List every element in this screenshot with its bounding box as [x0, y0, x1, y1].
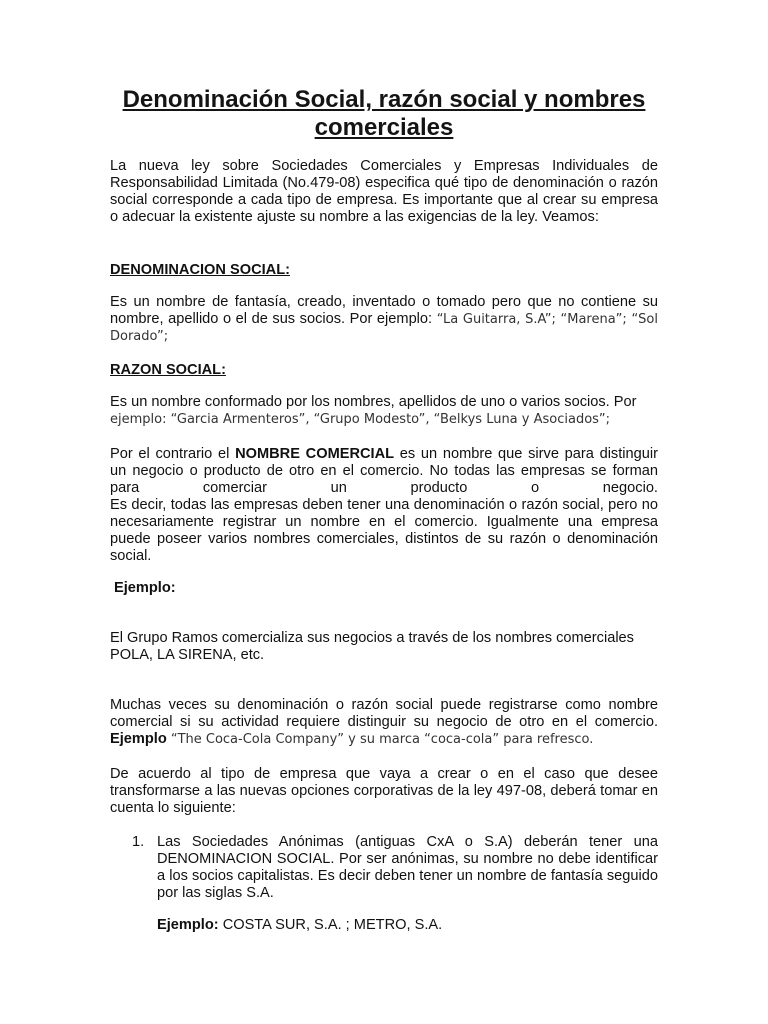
nombre-comercial-paragraph-2: Es decir, todas las empresas deben tener una denominación o razón social, pero no necesariamente registrar un nombre en el comercio. Igualmente una empresa puede poseer varios nombres comerciales, distintos de su razón o denominación social.	[110, 497, 658, 564]
muchas-veces-example: “The Coca-Cola Company” y su marca “coca-cola” para refresco.	[170, 732, 594, 747]
razon-heading: RAZON SOCIAL:	[110, 362, 226, 378]
ejemplo-label-text: Ejemplo:	[114, 580, 176, 596]
denominacion-examples: “La Guitarra, S.A”; “Marena”; “Sol Dorado”;	[110, 312, 658, 344]
grupo-ramos-paragraph: El Grupo Ramos comercializa sus negocios a través de los nombres comerciales POLA, LA SIRENA, etc.	[110, 630, 634, 663]
nombre-comercial-bold: NOMBRE COMERCIAL	[235, 446, 395, 462]
nombre-comercial-paragraph	[110, 446, 658, 497]
list-item-text: Las Sociedades Anónimas (antiguas CxA o S.A) deberán tener una DENOMINACION SOCIAL. Por ser anónimas, su nombre no debe identificar a los socios capitalistas. Es decir deben tener un nombre de fantasía seguido por las siglas S.A.	[157, 834, 658, 901]
muchas-veces-text: Muchas veces su denominación o razón social puede registrarse como nombre comercial si su actividad requiere distinguir su negocio de otro en el comercio.	[110, 697, 658, 730]
list-item-example	[157, 917, 658, 934]
razon-examples: ejemplo: “Garcia Armenteros”, “Grupo Modesto”, “Belkys Luna y Asociados”;	[110, 412, 611, 427]
razon-text: Es un nombre conformado por los nombres, apellidos de uno o varios socios. Por	[110, 394, 637, 410]
nombre-comercial-rest: es un nombre que sirve para distinguir un negocio o producto de otro en el comercio. No todas las empresas se forman para comerciar un producto o negocio.	[110, 446, 658, 496]
muchas-veces-paragraph	[110, 697, 658, 748]
list-item-example-label: Ejemplo:	[157, 917, 219, 933]
nombre-comercial-lead: Por el contrario el	[110, 446, 230, 462]
razon-paragraph	[110, 394, 658, 428]
list-item-number: 1.	[132, 834, 145, 850]
ejemplo-label	[114, 580, 662, 597]
denominacion-paragraph	[110, 294, 658, 345]
muchas-veces-ejemplo-label: Ejemplo	[110, 731, 167, 747]
denominacion-heading: DENOMINACION SOCIAL:	[110, 262, 290, 278]
list-item-example-text: COSTA SUR, S.A. ; METRO, S.A.	[222, 917, 443, 933]
de-acuerdo-paragraph: De acuerdo al tipo de empresa que vaya a crear o en el caso que desee transformarse a las nuevas opciones corporativas de la ley 497-08, deberá tomar en cuenta lo siguiente:	[110, 766, 658, 816]
denominacion-text: Es un nombre de fantasía, creado, inventado o tomado pero que no contiene su nombre, apellido o el de sus socios. Por ejemplo:	[110, 294, 658, 327]
document-title: Denominación Social, razón social y nombres comerciales	[122, 86, 646, 141]
intro-paragraph: La nueva ley sobre Sociedades Comerciales y Empresas Individuales de Responsabilidad Limitada (No.479-08) especifica qué tipo de denominación o razón social corresponde a cada tipo de empresa. Es importante que al crear su empresa o adecuar la existente ajuste su nombre a las exigencias de la ley. Veamos:	[110, 158, 658, 225]
